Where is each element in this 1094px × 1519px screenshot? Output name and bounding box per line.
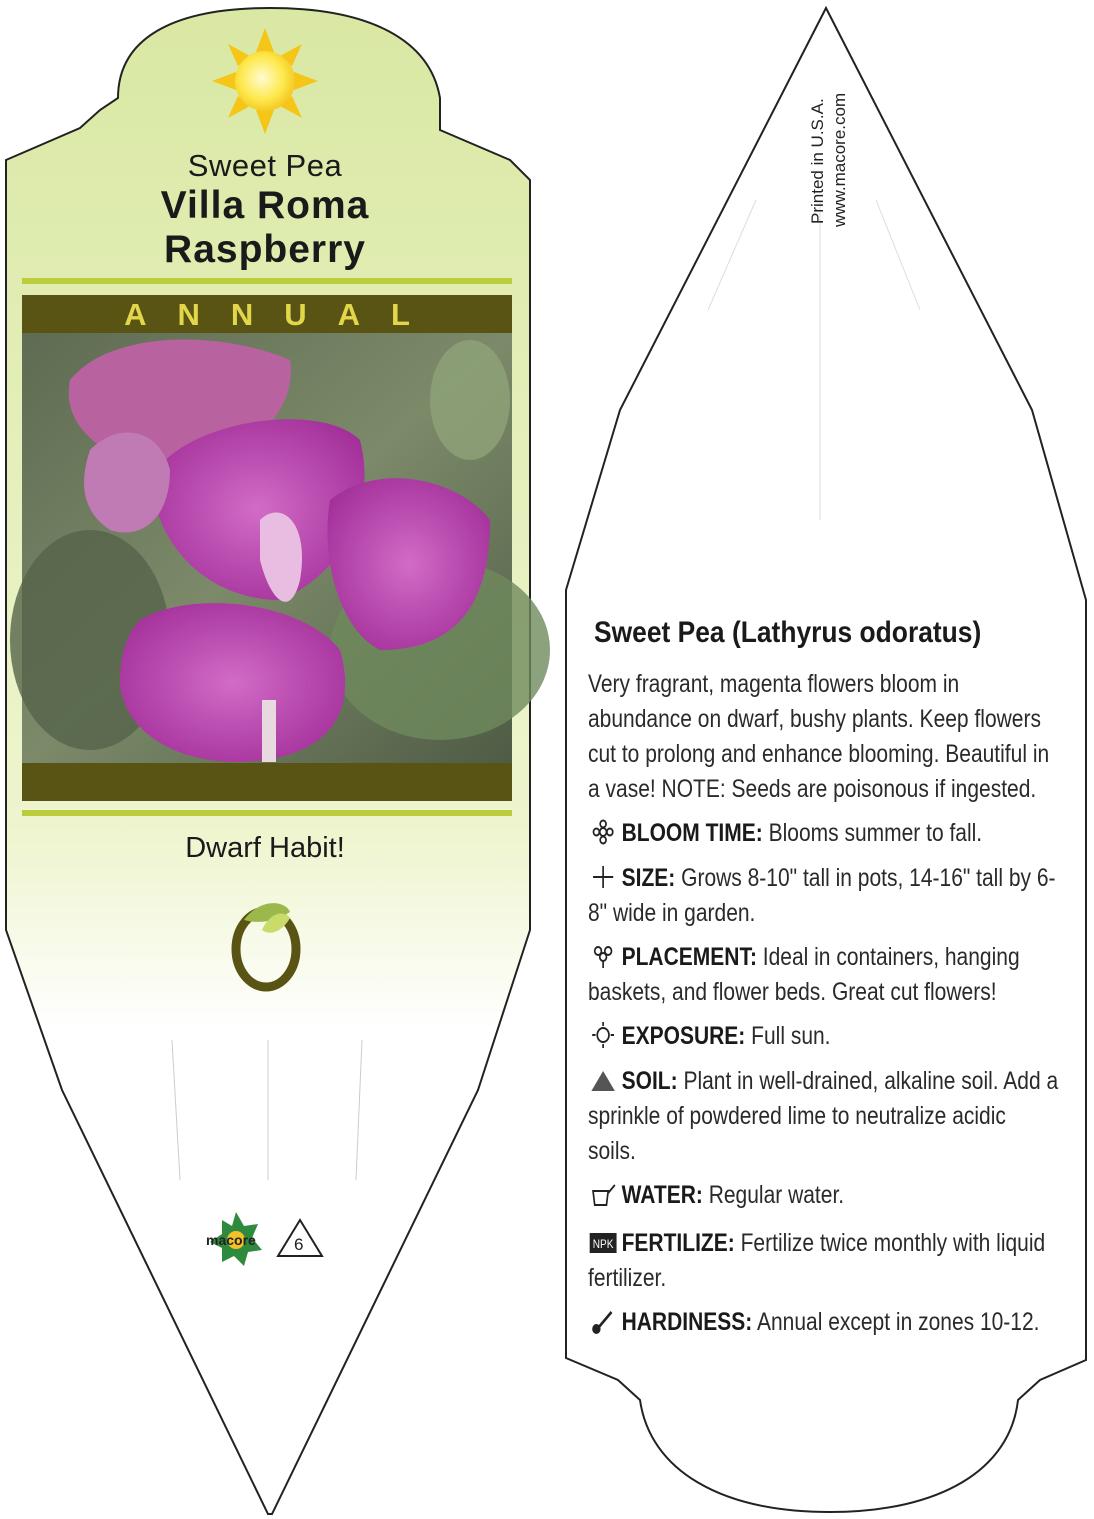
recycle-code: 6 xyxy=(294,1235,304,1254)
soil-icon xyxy=(588,1067,618,1093)
svg-text:NPK: NPK xyxy=(592,1238,614,1252)
care-exposure: EXPOSURE: Full sun. xyxy=(588,1019,1058,1054)
common-name: Sweet Pea xyxy=(187,148,343,183)
watering-can-icon xyxy=(588,1181,618,1207)
flower-icon xyxy=(588,819,618,845)
variety-name-line2: Raspberry xyxy=(164,228,366,271)
category-label: ANNUAL xyxy=(124,297,441,332)
habit-label: Dwarf Habit! xyxy=(185,832,345,864)
placement-icon xyxy=(588,943,618,969)
website: www.macore.com xyxy=(830,92,849,227)
care-hardiness: HARDINESS: Annual except in zones 10-12. xyxy=(588,1305,1058,1340)
sun-outline-icon xyxy=(588,1022,618,1048)
care-size: SIZE: Grows 8-10" tall in pots, 14-16" tall by 6-8" wide in garden. xyxy=(588,864,1056,927)
description: Very fragrant, magenta flowers bloom in abundance on dwarf, bushy plants. Keep flowers cut to prolong and enhance blooming. Beautiful in a vase! NOTE: Seeds are poisonous if ingested. xyxy=(588,670,1050,803)
care-fertilize: NPK FERTILIZE: Fertilize twice monthly with liquid fertilizer. xyxy=(588,1229,1046,1292)
variety-name-line1: Villa Roma xyxy=(160,184,370,227)
care-water: WATER: Regular water. xyxy=(588,1178,1058,1213)
care-placement: PLACEMENT: Ideal in containers, hanging baskets, and flower beds. Great cut flowers! xyxy=(588,943,1020,1006)
npk-icon xyxy=(588,1229,618,1255)
back-title: Sweet Pea (Lathyrus odoratus) xyxy=(594,616,982,649)
care-bloom: BLOOM TIME: Blooms summer to fall. xyxy=(588,816,1058,851)
brand-name: macore xyxy=(206,1232,256,1248)
printed-in: Printed in U.S.A. xyxy=(808,98,827,224)
size-icon xyxy=(588,864,618,890)
care-soil: SOIL: Plant in well-drained, alkaline soil. Add a sprinkle of powdered lime to neutralize acidic soils. xyxy=(588,1067,1059,1165)
thermometer-icon xyxy=(588,1308,618,1334)
